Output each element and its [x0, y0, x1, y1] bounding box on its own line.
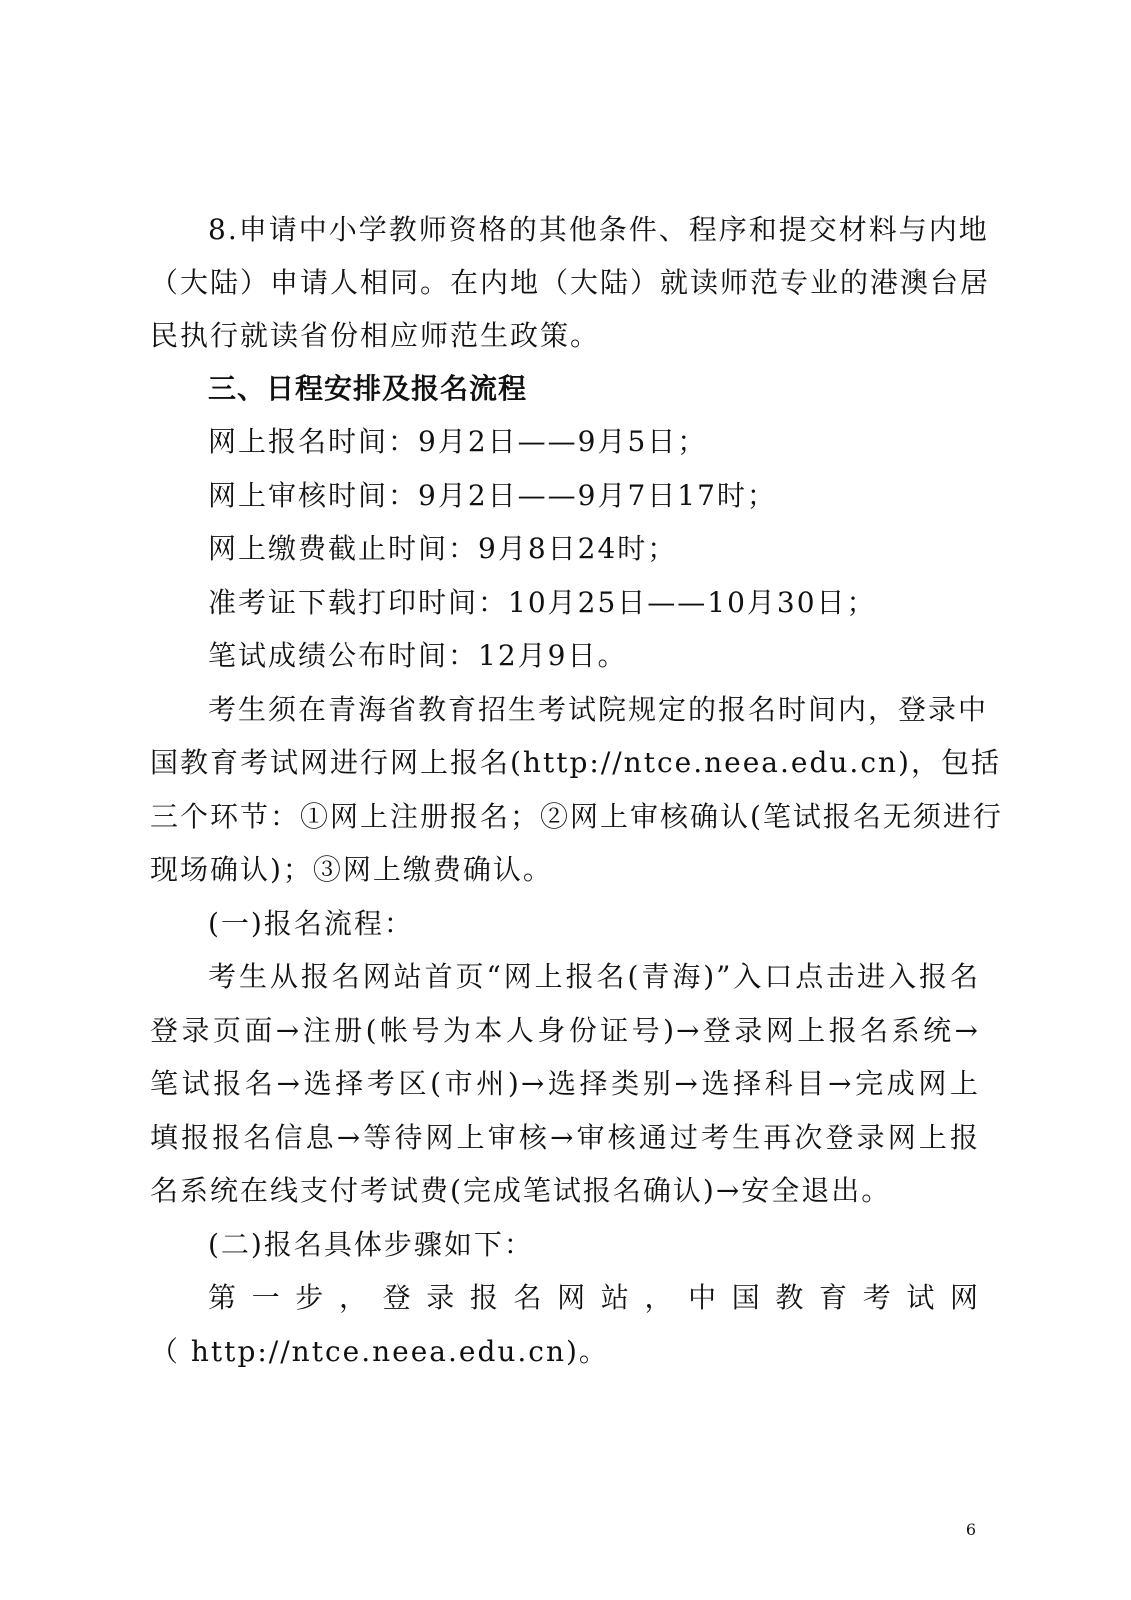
paragraph-line: 民执行就读省份相应师范生政策。 [150, 319, 601, 352]
section-heading: 三、日程安排及报名流程 [208, 372, 528, 405]
paragraph-line: 考生从报名网站首页“网上报名(青海)”入口点击进入报名 [208, 960, 980, 993]
subheading: (二)报名具体步骤如下： [208, 1228, 534, 1261]
paragraph-line: 现场确认)；③网上缴费确认。 [150, 853, 553, 886]
paragraph-line: 考生须在青海省教育招生考试院规定的报名时间内，登录中 [208, 693, 989, 726]
paragraph-line: 笔试报名→选择考区(市州)→选择类别→选择科目→完成网上 [150, 1067, 980, 1100]
paragraph-line: （ http://ntce.neea.edu.cn)。 [150, 1335, 609, 1368]
schedule-item: 网上审核时间：9月2日——9月7日17时； [208, 479, 777, 512]
page-number: 6 [965, 1520, 977, 1539]
paragraph-line: 国教育考试网进行网上报名(http://ntce.neea.edu.cn)，包括 [150, 746, 1001, 779]
paragraph-line: 第一步，登录报名网站，中国教育考试网 [208, 1281, 980, 1314]
subheading: (一)报名流程： [208, 907, 414, 940]
schedule-item: 网上报名时间：9月2日——9月5日； [208, 425, 708, 458]
paragraph-line: （大陆）申请人相同。在内地（大陆）就读师范专业的港澳台居 [150, 266, 991, 299]
paragraph-line: 名系统在线支付考试费(完成笔试报名确认)→安全退出。 [150, 1174, 892, 1207]
paragraph-line: 三个环节：①网上注册报名；②网上审核确认(笔试报名无须进行 [150, 800, 1003, 833]
paragraph-line: 8.申请中小学教师资格的其他条件、程序和提交材料与内地 [208, 213, 989, 246]
schedule-item: 笔试成绩公布时间：12月9日。 [208, 639, 628, 672]
paragraph-line: 登录页面→注册(帐号为本人身份证号)→登录网上报名系统→ [150, 1014, 980, 1047]
schedule-item: 网上缴费截止时间：9月8日24时； [208, 532, 678, 565]
paragraph-line: 填报报名信息→等待网上审核→审核通过考生再次登录网上报 [150, 1121, 980, 1154]
schedule-item: 准考证下载打印时间：10月25日——10月30日； [208, 586, 877, 619]
